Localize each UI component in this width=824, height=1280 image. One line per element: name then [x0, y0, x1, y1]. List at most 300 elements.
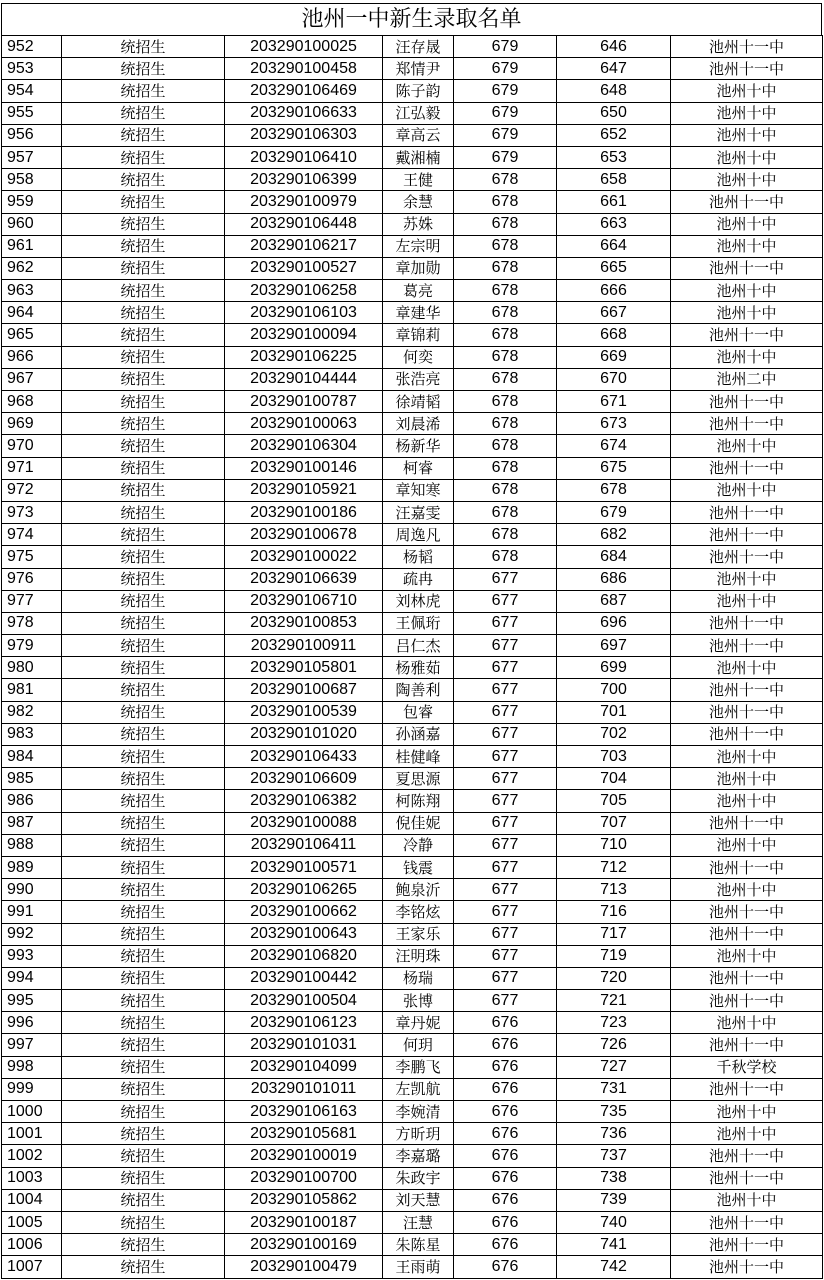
- cell-student-name: 徐靖韬: [383, 391, 454, 413]
- cell-number: 952: [2, 36, 62, 58]
- cell-student-name: 何玥: [383, 1034, 454, 1056]
- cell-student-name: 杨雅茹: [383, 657, 454, 679]
- cell-exam-id: 203290100479: [225, 1256, 383, 1278]
- cell-student-name: 柯睿: [383, 457, 454, 479]
- cell-rank: 647: [557, 58, 671, 80]
- cell-student-name: 章建华: [383, 302, 454, 324]
- cell-rank: 666: [557, 280, 671, 302]
- cell-admission-type: 统招生: [62, 1189, 225, 1211]
- cell-score: 678: [454, 346, 557, 368]
- cell-score: 676: [454, 1189, 557, 1211]
- cell-admission-type: 统招生: [62, 102, 225, 124]
- table-row: [2, 368, 823, 390]
- cell-admission-type: 统招生: [62, 146, 225, 168]
- cell-number: 1001: [2, 1123, 62, 1145]
- cell-school: 池州十中: [671, 768, 823, 790]
- cell-admission-type: 统招生: [62, 435, 225, 457]
- cell-rank: 653: [557, 146, 671, 168]
- cell-score: 676: [454, 1211, 557, 1233]
- cell-exam-id: 203290106399: [225, 169, 383, 191]
- cell-school: 池州十一中: [671, 990, 823, 1012]
- cell-admission-type: 统招生: [62, 124, 225, 146]
- cell-admission-type: 统招生: [62, 635, 225, 657]
- cell-exam-id: 203290106225: [225, 346, 383, 368]
- cell-number: 967: [2, 368, 62, 390]
- cell-score: 678: [454, 368, 557, 390]
- table-row: [2, 856, 823, 878]
- cell-school: 池州十中: [671, 169, 823, 191]
- cell-admission-type: 统招生: [62, 790, 225, 812]
- table-row: [2, 590, 823, 612]
- cell-number: 981: [2, 679, 62, 701]
- cell-exam-id: 203290100571: [225, 856, 383, 878]
- cell-school: 池州十中: [671, 1189, 823, 1211]
- cell-exam-id: 203290106469: [225, 80, 383, 102]
- cell-number: 999: [2, 1078, 62, 1100]
- cell-school: 池州十中: [671, 790, 823, 812]
- cell-rank: 720: [557, 967, 671, 989]
- cell-admission-type: 统招生: [62, 701, 225, 723]
- cell-student-name: 杨韬: [383, 546, 454, 568]
- cell-school: 池州十中: [671, 280, 823, 302]
- cell-admission-type: 统招生: [62, 546, 225, 568]
- admission-table: [1, 35, 823, 1279]
- table-row: [2, 967, 823, 989]
- cell-number: 1003: [2, 1167, 62, 1189]
- cell-admission-type: 统招生: [62, 191, 225, 213]
- table-row: [2, 58, 823, 80]
- cell-score: 678: [454, 435, 557, 457]
- cell-score: 677: [454, 657, 557, 679]
- cell-admission-type: 统招生: [62, 235, 225, 257]
- cell-admission-type: 统招生: [62, 590, 225, 612]
- cell-rank: 667: [557, 302, 671, 324]
- cell-number: 954: [2, 80, 62, 102]
- cell-score: 677: [454, 945, 557, 967]
- cell-number: 955: [2, 102, 62, 124]
- cell-score: 677: [454, 679, 557, 701]
- cell-admission-type: 统招生: [62, 879, 225, 901]
- cell-rank: 723: [557, 1012, 671, 1034]
- cell-admission-type: 统招生: [62, 501, 225, 523]
- cell-number: 997: [2, 1034, 62, 1056]
- cell-exam-id: 203290100539: [225, 701, 383, 723]
- cell-number: 986: [2, 790, 62, 812]
- cell-admission-type: 统招生: [62, 479, 225, 501]
- cell-school: 池州十一中: [671, 391, 823, 413]
- cell-school: 池州十一中: [671, 257, 823, 279]
- cell-student-name: 吕仁杰: [383, 635, 454, 657]
- cell-admission-type: 统招生: [62, 967, 225, 989]
- cell-score: 678: [454, 235, 557, 257]
- cell-exam-id: 203290105862: [225, 1189, 383, 1211]
- cell-admission-type: 统招生: [62, 746, 225, 768]
- cell-exam-id: 203290100700: [225, 1167, 383, 1189]
- cell-rank: 707: [557, 812, 671, 834]
- cell-rank: 701: [557, 701, 671, 723]
- cell-rank: 663: [557, 213, 671, 235]
- cell-school: 池州十一中: [671, 1256, 823, 1278]
- cell-student-name: 柯陈翔: [383, 790, 454, 812]
- cell-number: 976: [2, 568, 62, 590]
- cell-rank: 721: [557, 990, 671, 1012]
- cell-score: 679: [454, 124, 557, 146]
- cell-number: 1007: [2, 1256, 62, 1278]
- cell-student-name: 陈子韵: [383, 80, 454, 102]
- cell-exam-id: 203290101020: [225, 723, 383, 745]
- cell-score: 678: [454, 257, 557, 279]
- cell-admission-type: 统招生: [62, 1211, 225, 1233]
- cell-school: 池州十中: [671, 834, 823, 856]
- table-row: [2, 657, 823, 679]
- cell-rank: 740: [557, 1211, 671, 1233]
- cell-exam-id: 203290100504: [225, 990, 383, 1012]
- cell-number: 953: [2, 58, 62, 80]
- table-row: [2, 235, 823, 257]
- cell-rank: 726: [557, 1034, 671, 1056]
- cell-number: 995: [2, 990, 62, 1012]
- table-row: [2, 169, 823, 191]
- cell-rank: 669: [557, 346, 671, 368]
- cell-student-name: 张博: [383, 990, 454, 1012]
- cell-score: 679: [454, 146, 557, 168]
- table-row: [2, 701, 823, 723]
- cell-number: 988: [2, 834, 62, 856]
- cell-admission-type: 统招生: [62, 1123, 225, 1145]
- cell-school: 池州十一中: [671, 324, 823, 346]
- cell-student-name: 李铭炫: [383, 901, 454, 923]
- cell-exam-id: 203290105681: [225, 1123, 383, 1145]
- cell-exam-id: 203290106609: [225, 768, 383, 790]
- cell-admission-type: 统招生: [62, 213, 225, 235]
- cell-exam-id: 203290106304: [225, 435, 383, 457]
- cell-admission-type: 统招生: [62, 524, 225, 546]
- table-row: [2, 280, 823, 302]
- cell-admission-type: 统招生: [62, 169, 225, 191]
- cell-exam-id: 203290100527: [225, 257, 383, 279]
- table-row: [2, 124, 823, 146]
- cell-school: 池州十一中: [671, 1211, 823, 1233]
- cell-number: 956: [2, 124, 62, 146]
- cell-exam-id: 203290106265: [225, 879, 383, 901]
- cell-score: 676: [454, 1078, 557, 1100]
- table-row: [2, 568, 823, 590]
- table-row: [2, 391, 823, 413]
- cell-number: 991: [2, 901, 62, 923]
- cell-rank: 739: [557, 1189, 671, 1211]
- cell-school: 池州十中: [671, 102, 823, 124]
- cell-admission-type: 统招生: [62, 834, 225, 856]
- cell-school: 池州十一中: [671, 856, 823, 878]
- cell-admission-type: 统招生: [62, 568, 225, 590]
- cell-school: 池州十中: [671, 146, 823, 168]
- cell-admission-type: 统招生: [62, 257, 225, 279]
- cell-rank: 716: [557, 901, 671, 923]
- cell-school: 池州十中: [671, 346, 823, 368]
- cell-number: 979: [2, 635, 62, 657]
- cell-number: 963: [2, 280, 62, 302]
- cell-exam-id: 203290100022: [225, 546, 383, 568]
- cell-rank: 741: [557, 1234, 671, 1256]
- cell-rank: 731: [557, 1078, 671, 1100]
- cell-school: 池州十一中: [671, 1078, 823, 1100]
- cell-score: 678: [454, 479, 557, 501]
- table-row: [2, 1012, 823, 1034]
- cell-school: 池州十一中: [671, 501, 823, 523]
- cell-number: 989: [2, 856, 62, 878]
- cell-school: 池州十一中: [671, 812, 823, 834]
- cell-school: 池州十中: [671, 945, 823, 967]
- cell-rank: 679: [557, 501, 671, 523]
- cell-school: 池州十一中: [671, 612, 823, 634]
- cell-student-name: 章高云: [383, 124, 454, 146]
- cell-rank: 738: [557, 1167, 671, 1189]
- cell-rank: 696: [557, 612, 671, 634]
- cell-admission-type: 统招生: [62, 280, 225, 302]
- cell-admission-type: 统招生: [62, 1078, 225, 1100]
- cell-score: 677: [454, 901, 557, 923]
- cell-rank: 661: [557, 191, 671, 213]
- cell-score: 679: [454, 102, 557, 124]
- cell-rank: 705: [557, 790, 671, 812]
- table-row: [2, 257, 823, 279]
- cell-exam-id: 203290106433: [225, 746, 383, 768]
- cell-exam-id: 203290100187: [225, 1211, 383, 1233]
- table-row: [2, 923, 823, 945]
- cell-student-name: 葛亮: [383, 280, 454, 302]
- cell-number: 985: [2, 768, 62, 790]
- cell-number: 957: [2, 146, 62, 168]
- table-row: [2, 1056, 823, 1078]
- cell-score: 678: [454, 546, 557, 568]
- cell-score: 676: [454, 1234, 557, 1256]
- cell-rank: 704: [557, 768, 671, 790]
- cell-number: 1004: [2, 1189, 62, 1211]
- cell-rank: 675: [557, 457, 671, 479]
- cell-school: 池州十中: [671, 124, 823, 146]
- cell-rank: 664: [557, 235, 671, 257]
- table-row: [2, 80, 823, 102]
- cell-school: 池州十一中: [671, 723, 823, 745]
- cell-student-name: 孙涵嘉: [383, 723, 454, 745]
- cell-student-name: 倪佳妮: [383, 812, 454, 834]
- cell-score: 677: [454, 723, 557, 745]
- cell-exam-id: 203290106633: [225, 102, 383, 124]
- cell-exam-id: 203290100025: [225, 36, 383, 58]
- table-row: [2, 679, 823, 701]
- table-row: [2, 1167, 823, 1189]
- cell-admission-type: 统招生: [62, 657, 225, 679]
- cell-number: 993: [2, 945, 62, 967]
- cell-student-name: 章丹妮: [383, 1012, 454, 1034]
- cell-number: 1006: [2, 1234, 62, 1256]
- table-row: [2, 1123, 823, 1145]
- table-row: [2, 1256, 823, 1278]
- cell-exam-id: 203290106382: [225, 790, 383, 812]
- cell-number: 994: [2, 967, 62, 989]
- cell-student-name: 王健: [383, 169, 454, 191]
- cell-rank: 697: [557, 635, 671, 657]
- cell-number: 992: [2, 923, 62, 945]
- cell-rank: 735: [557, 1101, 671, 1123]
- cell-admission-type: 统招生: [62, 1234, 225, 1256]
- table-row: [2, 324, 823, 346]
- cell-number: 978: [2, 612, 62, 634]
- cell-number: 968: [2, 391, 62, 413]
- cell-number: 966: [2, 346, 62, 368]
- cell-school: 池州十一中: [671, 36, 823, 58]
- cell-school: 池州十一中: [671, 1034, 823, 1056]
- cell-admission-type: 统招生: [62, 1167, 225, 1189]
- cell-number: 998: [2, 1056, 62, 1078]
- cell-rank: 648: [557, 80, 671, 102]
- cell-exam-id: 203290100063: [225, 413, 383, 435]
- cell-school: 池州十中: [671, 1012, 823, 1034]
- table-row: [2, 1101, 823, 1123]
- cell-number: 982: [2, 701, 62, 723]
- cell-rank: 674: [557, 435, 671, 457]
- cell-score: 678: [454, 391, 557, 413]
- cell-exam-id: 203290100687: [225, 679, 383, 701]
- cell-admission-type: 统招生: [62, 1145, 225, 1167]
- cell-admission-type: 统招生: [62, 679, 225, 701]
- cell-rank: 673: [557, 413, 671, 435]
- cell-score: 677: [454, 834, 557, 856]
- cell-exam-id: 203290106217: [225, 235, 383, 257]
- cell-school: 池州十一中: [671, 457, 823, 479]
- cell-exam-id: 203290100911: [225, 635, 383, 657]
- cell-rank: 671: [557, 391, 671, 413]
- cell-exam-id: 203290105801: [225, 657, 383, 679]
- cell-exam-id: 203290100186: [225, 501, 383, 523]
- cell-score: 677: [454, 568, 557, 590]
- cell-student-name: 张浩亮: [383, 368, 454, 390]
- cell-student-name: 刘天慧: [383, 1189, 454, 1211]
- cell-number: 958: [2, 169, 62, 191]
- table-row: [2, 812, 823, 834]
- cell-exam-id: 203290100678: [225, 524, 383, 546]
- cell-score: 679: [454, 36, 557, 58]
- cell-school: 池州十中: [671, 80, 823, 102]
- cell-rank: 670: [557, 368, 671, 390]
- cell-school: 池州十一中: [671, 923, 823, 945]
- cell-student-name: 汪慧: [383, 1211, 454, 1233]
- table-row: [2, 790, 823, 812]
- cell-rank: 684: [557, 546, 671, 568]
- cell-score: 677: [454, 812, 557, 834]
- cell-student-name: 冷静: [383, 834, 454, 856]
- cell-number: 970: [2, 435, 62, 457]
- cell-student-name: 何奕: [383, 346, 454, 368]
- table-row: [2, 102, 823, 124]
- cell-score: 677: [454, 701, 557, 723]
- cell-student-name: 苏姝: [383, 213, 454, 235]
- cell-admission-type: 统招生: [62, 1034, 225, 1056]
- cell-school: 池州十一中: [671, 967, 823, 989]
- table-row: [2, 901, 823, 923]
- cell-admission-type: 统招生: [62, 1056, 225, 1078]
- cell-exam-id: 203290101011: [225, 1078, 383, 1100]
- cell-rank: 700: [557, 679, 671, 701]
- table-row: [2, 346, 823, 368]
- cell-school: 池州十一中: [671, 901, 823, 923]
- table-row: [2, 1234, 823, 1256]
- cell-rank: 710: [557, 834, 671, 856]
- cell-rank: 682: [557, 524, 671, 546]
- cell-rank: 699: [557, 657, 671, 679]
- cell-score: 676: [454, 1012, 557, 1034]
- cell-rank: 717: [557, 923, 671, 945]
- table-row: [2, 213, 823, 235]
- cell-number: 996: [2, 1012, 62, 1034]
- cell-rank: 650: [557, 102, 671, 124]
- cell-exam-id: 203290100662: [225, 901, 383, 923]
- cell-number: 1002: [2, 1145, 62, 1167]
- table-row: [2, 1189, 823, 1211]
- cell-score: 678: [454, 324, 557, 346]
- cell-school: 池州十中: [671, 302, 823, 324]
- cell-admission-type: 统招生: [62, 302, 225, 324]
- cell-number: 983: [2, 723, 62, 745]
- cell-exam-id: 203290106103: [225, 302, 383, 324]
- cell-admission-type: 统招生: [62, 457, 225, 479]
- cell-exam-id: 203290100853: [225, 612, 383, 634]
- cell-student-name: 夏思源: [383, 768, 454, 790]
- cell-score: 676: [454, 1167, 557, 1189]
- cell-school: 池州十一中: [671, 679, 823, 701]
- cell-exam-id: 203290106303: [225, 124, 383, 146]
- cell-score: 678: [454, 413, 557, 435]
- cell-number: 961: [2, 235, 62, 257]
- cell-admission-type: 统招生: [62, 413, 225, 435]
- cell-score: 677: [454, 990, 557, 1012]
- cell-number: 975: [2, 546, 62, 568]
- cell-number: 977: [2, 590, 62, 612]
- cell-score: 678: [454, 302, 557, 324]
- cell-exam-id: 203290100169: [225, 1234, 383, 1256]
- cell-score: 677: [454, 856, 557, 878]
- table-row: [2, 990, 823, 1012]
- sheet-title: 池州一中新生录取名单: [1, 3, 822, 35]
- cell-student-name: 杨瑞: [383, 967, 454, 989]
- cell-number: 1000: [2, 1101, 62, 1123]
- cell-student-name: 江弘毅: [383, 102, 454, 124]
- table-row: [2, 746, 823, 768]
- cell-exam-id: 203290105921: [225, 479, 383, 501]
- cell-student-name: 李鹏飞: [383, 1056, 454, 1078]
- cell-exam-id: 203290106411: [225, 834, 383, 856]
- cell-number: 972: [2, 479, 62, 501]
- cell-school: 池州十一中: [671, 1145, 823, 1167]
- cell-student-name: 王佩珩: [383, 612, 454, 634]
- cell-student-name: 刘晨浠: [383, 413, 454, 435]
- table-row: [2, 413, 823, 435]
- cell-score: 676: [454, 1123, 557, 1145]
- cell-score: 678: [454, 191, 557, 213]
- cell-score: 678: [454, 457, 557, 479]
- cell-admission-type: 统招生: [62, 391, 225, 413]
- cell-student-name: 章锦莉: [383, 324, 454, 346]
- cell-admission-type: 统招生: [62, 80, 225, 102]
- cell-number: 962: [2, 257, 62, 279]
- cell-rank: 702: [557, 723, 671, 745]
- cell-student-name: 朱政宇: [383, 1167, 454, 1189]
- cell-score: 678: [454, 169, 557, 191]
- table-row: [2, 546, 823, 568]
- cell-school: 池州十一中: [671, 191, 823, 213]
- cell-exam-id: 203290106410: [225, 146, 383, 168]
- cell-score: 676: [454, 1101, 557, 1123]
